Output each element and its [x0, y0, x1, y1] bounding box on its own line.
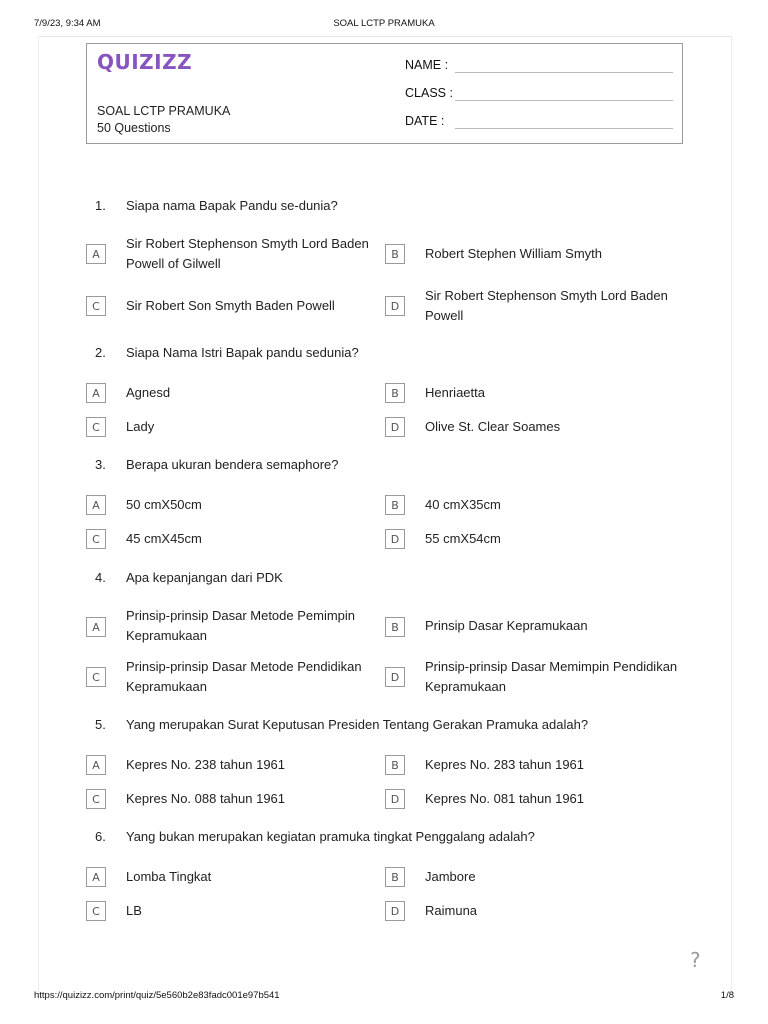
question-count: 50 Questions	[97, 121, 171, 135]
option-letter-box[interactable]: D	[385, 296, 405, 316]
option-text: 50 cmX50cm	[126, 497, 202, 512]
name-label: NAME :	[405, 58, 449, 72]
option-letter-box[interactable]: B	[385, 755, 405, 775]
question-text: Yang merupakan Surat Keputusan Presiden Tentang Gerakan Pramuka adalah?	[126, 717, 589, 732]
option-text: Sir Robert Stephenson Smyth Lord Baden Powell	[425, 288, 668, 323]
option-letter-box[interactable]: D	[385, 667, 405, 687]
name-input-line[interactable]	[455, 72, 673, 73]
question-text: Berapa ukuran bendera semaphore?	[126, 457, 339, 472]
date-label: DATE :	[405, 114, 445, 128]
print-footer	[34, 990, 734, 1004]
quiz-header-box	[86, 43, 683, 144]
option-letter-box[interactable]: C	[86, 901, 106, 921]
option-letter-box[interactable]: C	[86, 789, 106, 809]
print-header	[34, 18, 734, 32]
option-text: Sir Robert Son Smyth Baden Powell	[126, 298, 335, 313]
class-input-line[interactable]	[455, 100, 673, 101]
option-text: Raimuna	[425, 903, 478, 918]
option-letter-box[interactable]: B	[385, 244, 405, 264]
option-text: 55 cmX54cm	[425, 531, 501, 546]
option-letter-box[interactable]: B	[385, 495, 405, 515]
option-text: Prinsip-prinsip Dasar Metode Pemimpin Kepramukaan	[126, 608, 356, 643]
question-number: 4.	[95, 570, 106, 585]
question-number: 1.	[95, 198, 106, 213]
question-number: 2.	[95, 345, 106, 360]
print-timestamp: 7/9/23, 9:34 AM	[34, 18, 101, 29]
option-text: LB	[126, 903, 142, 918]
question-text: Siapa nama Bapak Pandu se-dunia?	[126, 198, 338, 213]
option-letter-box[interactable]: A	[86, 755, 106, 775]
class-field[interactable]	[405, 86, 455, 100]
option-text: Prinsip-prinsip Dasar Metode Pendidikan Kepramukaan	[126, 659, 362, 694]
option-letter-box[interactable]: B	[385, 617, 405, 637]
option-text: Kepres No. 081 tahun 1961	[425, 791, 585, 806]
question-number: 5.	[95, 717, 106, 732]
option-text: Kepres No. 283 tahun 1961	[425, 757, 585, 772]
option-text: Prinsip-prinsip Dasar Memimpin Pendidikan Kepramukaan	[425, 659, 678, 694]
option-letter-box[interactable]: A	[86, 617, 106, 637]
option-letter-box[interactable]: A	[86, 495, 106, 515]
option-text: Agnesd	[126, 385, 171, 400]
option-letter-box[interactable]: D	[385, 901, 405, 921]
option-letter-box[interactable]: D	[385, 417, 405, 437]
option-text: Kepres No. 238 tahun 1961	[126, 757, 286, 772]
option-text: Olive St. Clear Soames	[425, 419, 561, 434]
option-text: Kepres No. 088 tahun 1961	[126, 791, 286, 806]
option-text: Jambore	[425, 869, 476, 884]
quizizz-logo: QUIZIZZ	[97, 50, 193, 74]
option-letter-box[interactable]: B	[385, 383, 405, 403]
class-label: CLASS :	[405, 86, 453, 100]
option-text: 40 cmX35cm	[425, 497, 501, 512]
print-doc-title: SOAL LCTP PRAMUKA	[333, 18, 435, 29]
option-letter-box[interactable]: C	[86, 667, 106, 687]
question-number: 3.	[95, 457, 106, 472]
option-letter-box[interactable]: C	[86, 417, 106, 437]
option-text: Robert Stephen William Smyth	[425, 246, 603, 261]
question-text: Apa kepanjangan dari PDK	[126, 570, 283, 585]
option-letter-box[interactable]: A	[86, 867, 106, 887]
option-letter-box[interactable]: A	[86, 383, 106, 403]
date-field[interactable]	[405, 114, 455, 128]
help-question-icon[interactable]: ?	[690, 948, 701, 972]
quiz-title: SOAL LCTP PRAMUKA	[97, 104, 231, 118]
option-text: Prinsip Dasar Kepramukaan	[425, 618, 588, 633]
name-field[interactable]	[405, 58, 455, 72]
option-letter-box[interactable]: A	[86, 244, 106, 264]
page-indicator: 1/8	[720, 990, 734, 1001]
option-text: Henriaetta	[425, 385, 485, 400]
option-letter-box[interactable]: B	[385, 867, 405, 887]
option-letter-box[interactable]: D	[385, 529, 405, 549]
option-letter-box[interactable]: C	[86, 296, 106, 316]
date-input-line[interactable]	[455, 128, 673, 129]
option-letter-box[interactable]: C	[86, 529, 106, 549]
option-text: Lomba Tingkat	[126, 869, 212, 884]
page-card	[38, 36, 732, 997]
question-text: Yang bukan merupakan kegiatan pramuka tingkat Penggalang adalah?	[126, 829, 535, 844]
option-text: Lady	[126, 419, 155, 434]
question-text: Siapa Nama Istri Bapak pandu sedunia?	[126, 345, 359, 360]
question-number: 6.	[95, 829, 106, 844]
option-text: 45 cmX45cm	[126, 531, 202, 546]
option-text: Sir Robert Stephenson Smyth Lord Baden Powell of Gilwell	[126, 236, 369, 271]
option-letter-box[interactable]: D	[385, 789, 405, 809]
print-url: https://quizizz.com/print/quiz/5e560b2e83fadc001e97b541	[34, 990, 280, 1001]
